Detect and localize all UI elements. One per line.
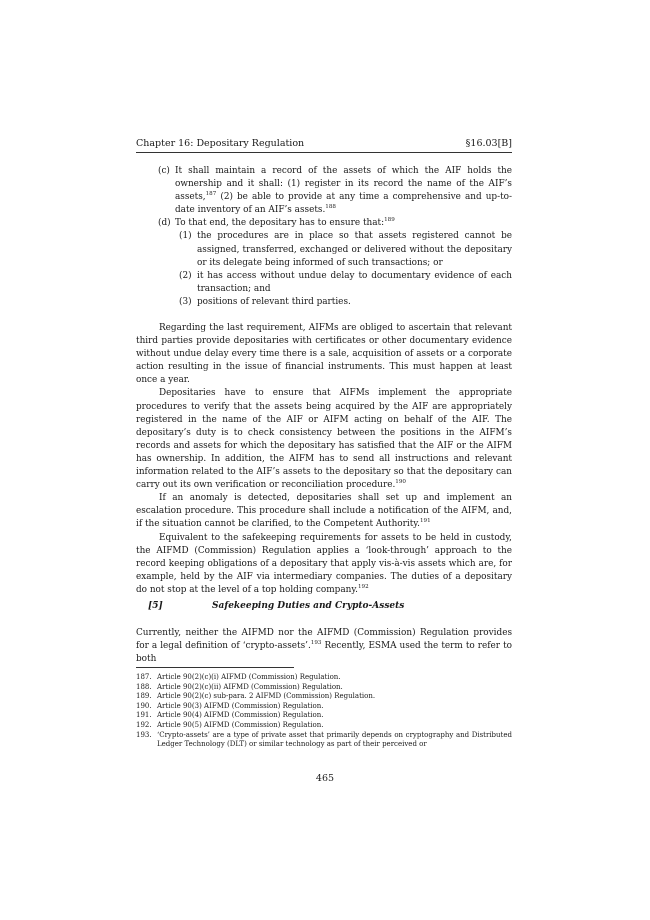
list-label: (c) (158, 166, 170, 176)
body-paragraphs (136, 322, 512, 597)
list-item-text: To that end, the depositary has to ensure that: (175, 218, 385, 229)
footnote (136, 673, 512, 683)
paragraph (136, 532, 512, 597)
footnote (136, 721, 512, 731)
paragraph-text: Regarding the last requirement, AIFMs are obliged to ascertain that relevant third parties provide depositaries with certificates or other documentary evidence without undue delay every time there is a sale, acquisition of assets or a corporate action resulting in the issue of financial instruments. This must happen at least once a year. (136, 323, 512, 386)
list-item-text: It shall maintain a record of the assets of which the AIF holds the ownership and it shall: (1) register in its record the name of the AIF’s assets, (175, 166, 512, 203)
chapter-title: Chapter 16: Depositary Regulation (136, 138, 305, 149)
footnote-text: Article 90(4) AIFMD (Commission) Regulation. (157, 711, 324, 720)
footnote-number: 188. (136, 682, 152, 691)
footnote-text: Article 90(2)(c)(i) AIFMD (Commission) Regulation. (157, 673, 341, 681)
section-reference: §16.03[B] (465, 138, 512, 149)
sub-item-1 (136, 230, 512, 269)
sub-item-2 (136, 270, 512, 296)
footnote (136, 692, 512, 702)
section-number: [5] (148, 601, 163, 611)
footnote-number: 192. (136, 720, 152, 729)
paragraph (136, 492, 512, 531)
list-item-c (136, 165, 512, 217)
footnote (136, 731, 512, 750)
sub-item-label: (1) (179, 231, 192, 242)
section-title: Safekeeping Duties and Crypto-Assets (212, 601, 405, 611)
footnote-text: ‘Crypto-assets’ are a type of private asset that primarily depends on cryptography and Distributed Ledger Technology (DLT) or similar technology as part of their perceived or (157, 730, 512, 749)
footnote-ref: 192 (358, 583, 369, 590)
paragraph-text: Equivalent to the safekeeping requirements for assets to be held in custody, the AIFMD (Commission) Regulation applies a ‘look-through’ approach to the record keeping obligations of a depositary that apply vis-à-vis assets which are, for example, held by the AIF via intermediary companies. The duties of a depositary do not stop at the level of a top holding company. (136, 532, 512, 595)
list-label: (d) (158, 218, 171, 229)
paragraph-text: Recently, ESMA used the term to refer to both (136, 641, 512, 665)
footnote-text: Article 90(2)(c) sub-para. 2 AIFMD (Commission) Regulation. (157, 692, 376, 701)
footnote-text: Article 90(5) AIFMD (Commission) Regulation. (157, 720, 324, 729)
footnote (136, 711, 512, 721)
footnotes (136, 673, 512, 750)
paragraph (136, 387, 512, 492)
sub-item-3 (136, 296, 512, 309)
footnote-ref: 190 (395, 479, 406, 486)
sub-item-label: (2) (179, 270, 192, 281)
requirements-list (136, 165, 512, 309)
footnote-rule (136, 667, 294, 668)
footnote-number: 189. (136, 692, 152, 701)
footnote-ref: 189 (384, 217, 395, 224)
footnote-ref: 188 (325, 204, 336, 211)
footnote-text: Article 90(2)(c)(ii) AIFMD (Commission) Regulation. (157, 682, 343, 691)
header-rule (136, 152, 512, 153)
list-item-d (136, 217, 512, 230)
footnote (136, 683, 512, 693)
sub-item-text: positions of relevant third parties. (197, 296, 351, 307)
crypto-paragraph (136, 627, 512, 666)
section-heading (148, 600, 404, 613)
footnote-number: 191. (136, 711, 152, 720)
sub-item-label: (3) (179, 296, 192, 307)
page-number: 465 (315, 773, 335, 784)
footnote-number: 193. (136, 730, 152, 739)
footnote-ref: 191 (419, 518, 431, 525)
footnote-number: 190. (136, 701, 152, 710)
footnote-text: Article 90(3) AIFMD (Commission) Regulation. (157, 701, 324, 710)
footnote-ref: 187 (205, 191, 217, 198)
footnote-number: 187. (136, 673, 152, 681)
paragraph-text: If an anomaly is detected, depositaries shall set up and implement an escalation procedure. This procedure shall include a notification of the AIFM, and, if the situation cannot be clarified, to the Competent Authority. (136, 493, 512, 530)
footnote (136, 702, 512, 712)
paragraph (136, 322, 512, 387)
paragraph-text: Currently, neither the AIFMD nor the AIFMD (Commission) Regulation provides for a legal definition of ‘crypto-assets’. (136, 628, 512, 652)
sub-item-text: it has access without undue delay to documentary evidence of each transaction; and (197, 270, 512, 294)
list-item-text: (2) be able to provide at any time a comprehensive and up-to-date inventory of an AIF’s assets. (175, 192, 512, 216)
paragraph (136, 627, 512, 666)
sub-item-text: the procedures are in place so that assets registered cannot be assigned, transferred, exchanged or delivered without the depositary or its delegate being informed of such transactions; or (197, 231, 512, 268)
footnote-ref: 193 (310, 640, 322, 647)
paragraph-text: Depositaries have to ensure that AIFMs implement the appropriate procedures to verify that the assets being acquired by the AIF are appropriately registered in the name of the AIF or AIFM acting on behalf of the AIF. The depositary’s duty is to check consistency between the positions in the AIFM’s records and assets for which the depositary has satisfied that the AIF or the AIFM has ownership. In addition, the AIFM has to send all instructions and relevant information related to the AIF’s assets to the depositary so that the depositary can carry out its own verification or reconciliation procedure. (136, 388, 512, 491)
